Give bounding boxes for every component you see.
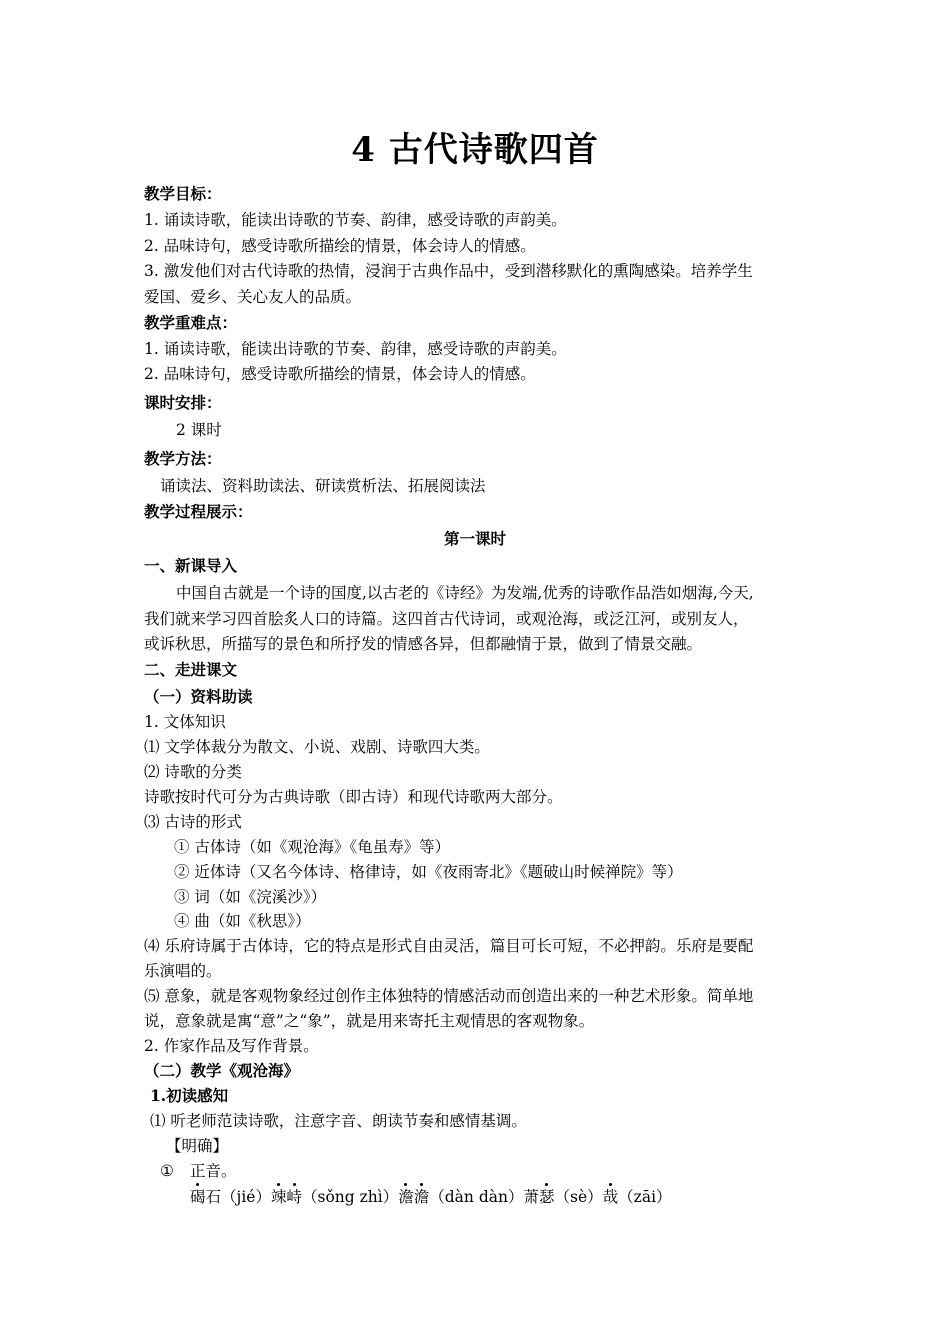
- form-item-2: ② 近体诗（又名今体诗、格律诗，如《夜雨寄北》《题破山时候禅院》等）: [174, 863, 683, 881]
- form-item-1: ① 古体诗（如《观沧海》《龟虽寿》等）: [174, 838, 451, 856]
- char-zhi: 峙: [286, 1188, 302, 1206]
- genre-item-5-line1: ⑸ 意象，就是客观物象经过创作主体独特的情感活动而创造出来的一种艺术形象。简单地: [144, 987, 754, 1005]
- first-reading-heading: 1.初读感知: [150, 1086, 229, 1105]
- genre-item-3: ⑶ 古诗的形式: [144, 813, 242, 831]
- objective-3-line1: 3. 激发他们对古代诗歌的热情，浸润于古典作品中，受到潜移默化的熏陶感染。培养学生: [144, 262, 753, 280]
- form-item-4: ④ 曲（如《秋思》）: [174, 912, 311, 930]
- intro-line-3: 或诉秋思，所描写的景色和所抒发的情感各异，但都融情于景，做到了情景交融。: [144, 635, 703, 653]
- genre-item-2-text: 诗歌按时代可分为古典诗歌（即古诗）和现代诗歌两大部分。: [144, 788, 563, 806]
- process-heading: 教学过程展示：: [144, 502, 253, 521]
- genre-item-1: ⑴ 文学体裁分为散文、小说、戏剧、诗歌四大类。: [144, 738, 490, 756]
- char-jie: 碣: [190, 1188, 206, 1206]
- reading-jie: 石（jié）: [205, 1188, 271, 1206]
- key-point-1: 1. 诵读诗歌，能读出诗歌的节奏、韵律，感受诗歌的声韵美。: [144, 340, 567, 358]
- genre-knowledge: 1. 文体知识: [144, 713, 226, 731]
- objective-2: 2. 品味诗句，感受诗歌所描绘的情景，体会诗人的情感。: [144, 237, 536, 255]
- intro-heading: 一、新课导入: [144, 556, 238, 575]
- pinyin-line: [190, 1186, 672, 1208]
- document-title: 4 古代诗歌四首: [351, 130, 599, 170]
- char-xiao: 萧: [523, 1188, 539, 1206]
- char-se: 瑟: [538, 1188, 555, 1206]
- genre-item-2: ⑵ 诗歌的分类: [144, 763, 242, 781]
- genre-item-4-line1: ⑷ 乐府诗属于古体诗，它的特点是形式自由灵活，篇目可长可短，不必押韵。乐府是要配: [144, 937, 754, 955]
- pronunciation-label: 正音。: [190, 1162, 237, 1180]
- reading-se: （sè）: [554, 1188, 603, 1206]
- lesson-title: 第一课时: [443, 529, 506, 548]
- reference-heading: （一）资料助读: [144, 687, 253, 706]
- genre-item-5-line2: 说，意象就是寓“意”之“象”，就是用来寄托主观情思的客观物象。: [144, 1012, 595, 1030]
- reading-songzhi: （sǒng zhì）: [301, 1188, 399, 1206]
- listening-instruction: ⑴ 听老师范读诗歌，注意字音、朗读节奏和感情基调。: [150, 1112, 527, 1130]
- poem-section-heading: （二）教学《观沧海》: [144, 1061, 300, 1080]
- char-song: 竦: [270, 1188, 287, 1206]
- intro-line-2: 我们就来学习四首脍炙人口的诗篇。这四首古代诗词，或观沧海，或泛江河，或别友人，: [144, 610, 749, 628]
- pronunciation-number: ①: [160, 1162, 174, 1180]
- text-section-heading: 二、走进课文: [144, 660, 238, 679]
- methods-heading: 教学方法：: [144, 449, 222, 468]
- methods-value: 诵读法、资料助读法、研读赏析法、拓展阅读法: [160, 477, 486, 495]
- form-item-3: ③ 词（如《浣溪沙》）: [174, 888, 327, 906]
- schedule-value: 2 课时: [176, 421, 222, 439]
- char-dan-1: 澹: [398, 1188, 414, 1206]
- char-zai: 哉: [602, 1188, 619, 1206]
- key-points-heading: 教学重难点：: [144, 313, 238, 332]
- schedule-heading: 课时安排：: [144, 393, 222, 412]
- clarify-label: 【明确】: [166, 1137, 229, 1155]
- author-background: 2. 作家作品及写作背景。: [144, 1037, 319, 1055]
- char-dan-2: 澹: [413, 1188, 430, 1206]
- key-point-2: 2. 品味诗句，感受诗歌所描绘的情景，体会诗人的情感。: [144, 365, 536, 383]
- objective-3-line2: 爱国、爱乡、关心友人的品质。: [144, 288, 362, 306]
- objectives-heading: 教学目标：: [144, 184, 222, 203]
- intro-line-1: 中国自古就是一个诗的国度,以古老的《诗经》为发端,优秀的诗歌作品浩如烟海,今天,: [176, 584, 754, 602]
- genre-item-4-line2: 乐演唱的。: [144, 962, 222, 980]
- objective-1: 1. 诵读诗歌，能读出诗歌的节奏、韵律，感受诗歌的声韵美。: [144, 211, 567, 229]
- reading-dandan: （dàn dàn）: [429, 1188, 524, 1206]
- reading-zai: （zāi）: [618, 1188, 672, 1206]
